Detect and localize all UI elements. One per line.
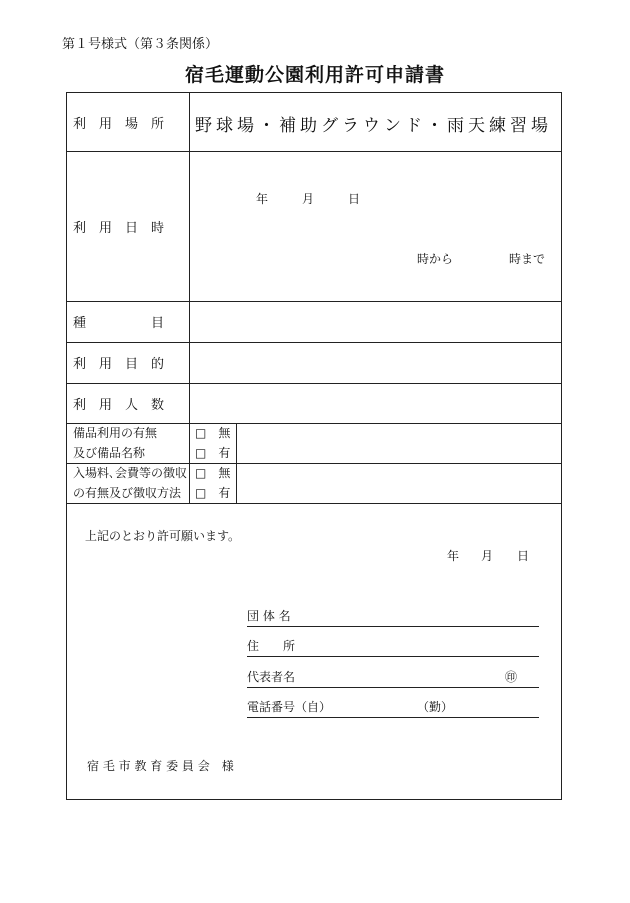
representative-label: 代表者名 <box>247 670 296 684</box>
time-until: 時まで <box>509 252 546 266</box>
page-title: 宿毛運動公園利用許可申請書 <box>184 64 445 86</box>
equipment-label-line2: 及び備品名称 <box>73 446 146 460</box>
fees-label <box>73 463 187 503</box>
equipment-options <box>195 423 230 463</box>
request-month: 月 <box>481 549 494 563</box>
fees-yes-checkbox[interactable]: □ 有 <box>195 486 231 500</box>
address-field[interactable] <box>247 638 539 657</box>
group-name-label: 団 体 名 <box>247 609 291 623</box>
request-year: 年 <box>447 549 460 563</box>
fees-label-line1: 入場料､会費等の徴収 <box>73 466 188 480</box>
category-label-text: 種 目 <box>73 316 165 331</box>
people-label-text: 利 用 人 数 <box>73 397 165 413</box>
phone-field[interactable] <box>247 699 539 718</box>
row-divider <box>67 503 561 504</box>
form-number: 第１号様式（第３条関係） <box>62 37 219 52</box>
date-day: 日 <box>348 192 361 206</box>
place-label <box>67 93 189 151</box>
equipment-none-checkbox[interactable]: □ 無 <box>195 426 231 440</box>
addressee: 宿 毛 市 教 育 委 員 会 様 <box>87 759 234 773</box>
datetime-label <box>67 151 189 301</box>
phone-work-label: （勤） <box>417 700 454 714</box>
address-label: 住 所 <box>247 639 296 653</box>
category-label <box>67 301 189 342</box>
application-form-table <box>66 92 562 800</box>
equipment-label <box>73 423 157 463</box>
place-value: 野球場・補助グラウンド・雨天練習場 <box>195 116 552 136</box>
people-label <box>67 383 189 423</box>
fees-label-line2: の有無及び徴収方法 <box>73 486 182 500</box>
label-divider <box>189 93 190 503</box>
fees-options <box>195 463 230 503</box>
seal-mark: ㊞ <box>505 670 518 684</box>
request-day: 日 <box>517 549 530 563</box>
phone-label: 電話番号（自） <box>247 700 332 714</box>
purpose-label <box>67 342 189 383</box>
purpose-label-text: 利 用 目 的 <box>73 357 165 372</box>
fees-none-checkbox[interactable]: □ 無 <box>195 466 231 480</box>
representative-field[interactable] <box>247 669 539 688</box>
equipment-yes-checkbox[interactable]: □ 有 <box>195 446 231 460</box>
group-name-field[interactable] <box>247 608 539 627</box>
time-from: 時から <box>417 252 454 266</box>
date-year: 年 <box>256 192 269 206</box>
date-month: 月 <box>302 192 315 206</box>
request-text: 上記のとおり許可願います。 <box>85 529 241 543</box>
datetime-label-text: 利 用 日 時 <box>73 220 165 236</box>
place-label-text: 利 用 場 所 <box>73 116 165 132</box>
equipment-label-line1: 備品利用の有無 <box>73 426 158 440</box>
